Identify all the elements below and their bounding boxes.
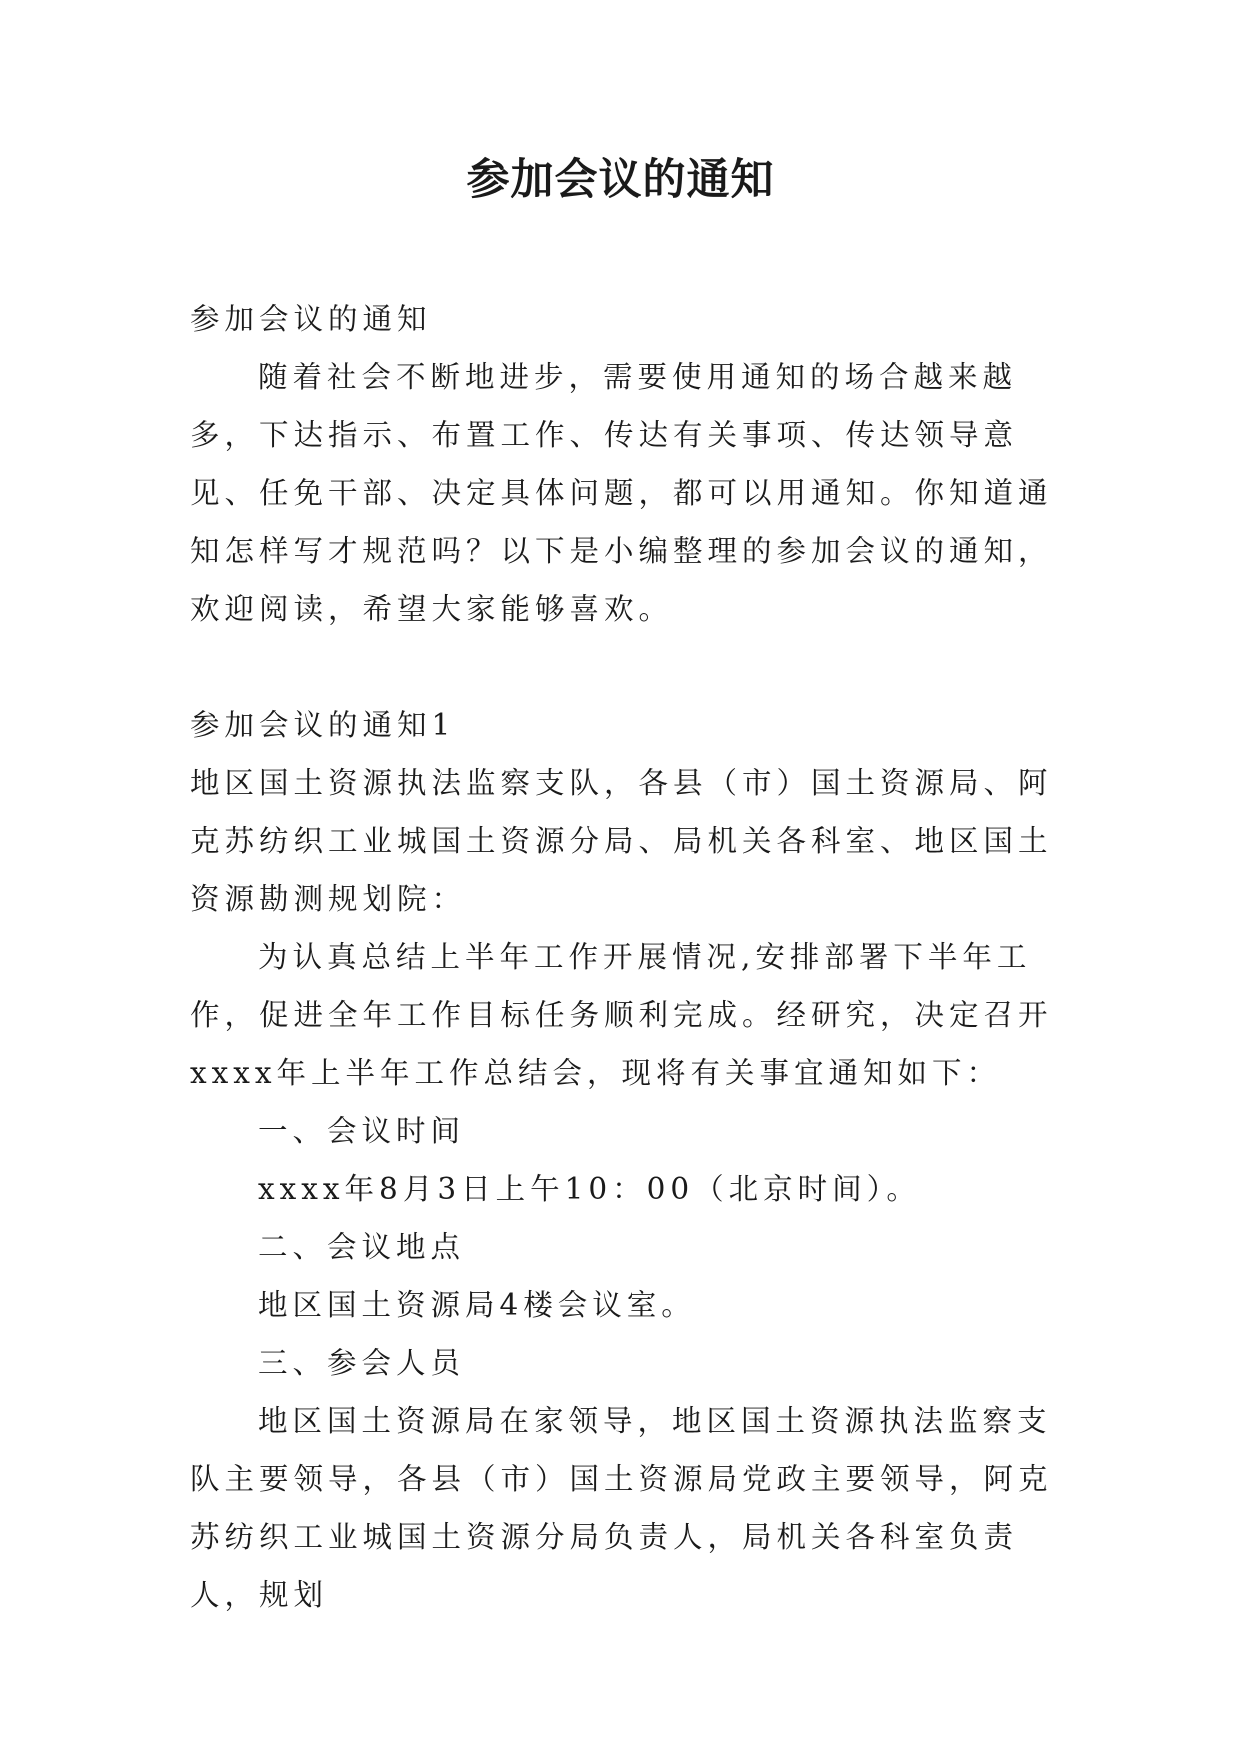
- item-heading-time: 一、会议时间: [258, 1114, 466, 1148]
- paragraph-intro: 随着社会不断地进步，需要使用通知的场合越来越多，下达指示、布置工作、传达有关事项、传达领导意见、任免干部、决定具体问题，都可以用通知。你知道通知怎样写才规范吗？以下是小编整理的参加会议的通知，欢迎阅读，希望大家能够喜欢。: [190, 360, 1053, 626]
- item-heading-attendees: 三、参会人员: [258, 1346, 466, 1380]
- item-text-attendees: 地区国土资源局在家领导，地区国土资源执法监察支队主要领导，各县（市）国土资源局党政主要领导，阿克苏纺织工业城国土资源分局负责人，局机关各科室负责人，规划: [190, 1404, 1053, 1612]
- paragraph-purpose: 为认真总结上半年工作开展情况,安排部署下半年工作，促进全年工作目标任务顺利完成。经研究，决定召开xxxx年上半年工作总结会，现将有关事宜通知如下：: [190, 940, 1053, 1090]
- document-body: [190, 290, 1060, 1624]
- item-text-location: 地区国土资源局4楼会议室。: [258, 1288, 696, 1322]
- item-heading-location: 二、会议地点: [258, 1230, 466, 1264]
- document-title: 参加会议的通知: [466, 155, 775, 205]
- paragraph-recipients: 地区国土资源执法监察支队，各县（市）国土资源局、阿克苏纺织工业城国土资源分局、局机关各科室、地区国土资源勘测规划院：: [190, 766, 1053, 916]
- paragraph-heading: 参加会议的通知: [190, 302, 432, 336]
- item-text-time: xxxx年8月3日上午10：00（北京时间）。: [258, 1172, 921, 1206]
- section-heading-notice-1: 参加会议的通知1: [190, 708, 456, 742]
